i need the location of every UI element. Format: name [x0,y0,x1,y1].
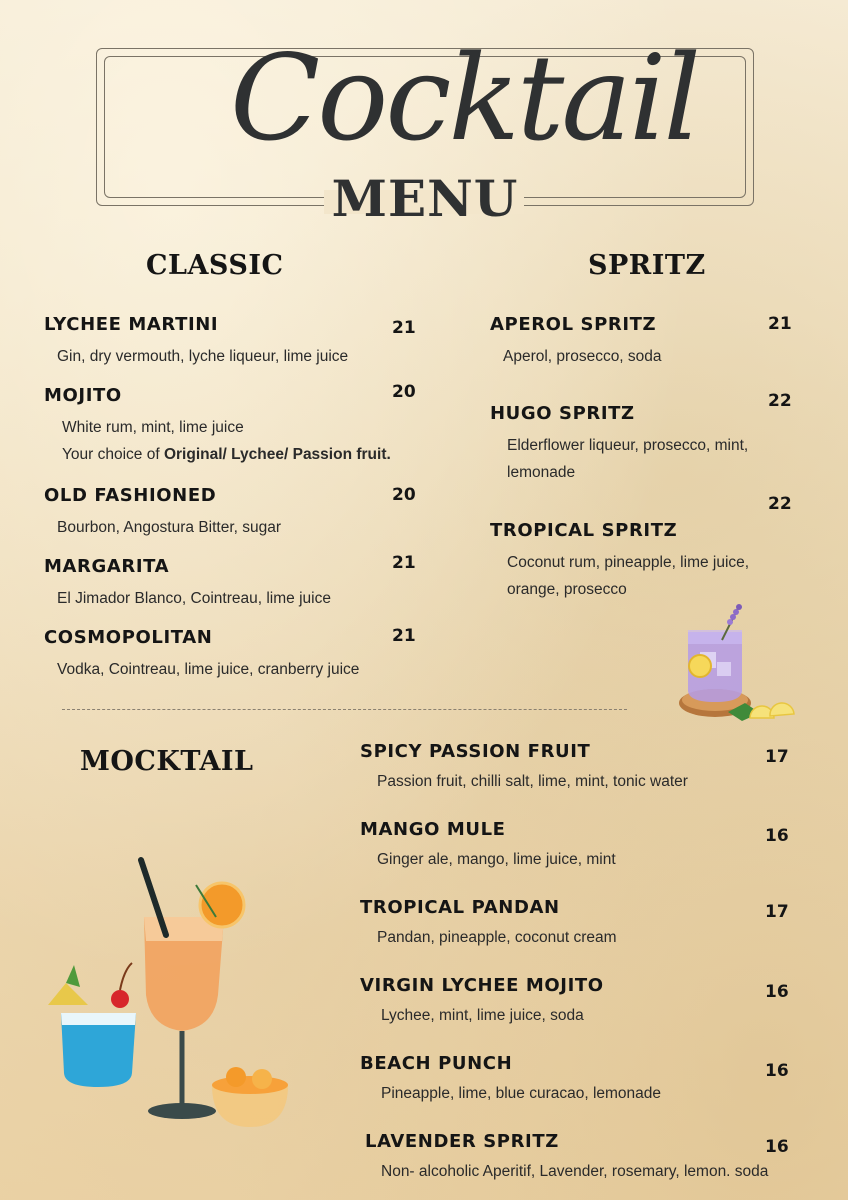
choice-options: Original/ Lychee/ Passion fruit. [163,446,391,463]
item-price: 16 [765,1061,789,1081]
item-desc: Gin, dry vermouth, lyche liqueur, lime juice [57,348,349,365]
menu-item-mojito [44,385,391,469]
section-title-classic: CLASSIC [146,250,284,281]
item-price: 22 [768,391,792,411]
menu-item-hugo-spritz [490,403,748,487]
item-name: HUGO SPRITZ [490,403,635,424]
item-desc: Aperol, prosecco, soda [503,348,662,365]
page-title: MENU [331,169,519,228]
item-name: TROPICAL PANDAN [360,897,560,918]
item-name: LYCHEE MARTINI [44,314,219,335]
menu-item-lavender-spritz [365,1131,768,1186]
item-price: 21 [392,553,416,573]
item-name: MOJITO [44,385,122,406]
menu-item-beach-punch [360,1053,661,1108]
menu-item-spicy-passion-fruit [360,741,688,796]
menu-item-lychee-martini [44,314,348,371]
item-name: LAVENDER SPRITZ [365,1131,559,1152]
item-desc: Passion fruit, chilli salt, lime, mint, tonic water [377,773,688,790]
item-name: BEACH PUNCH [360,1053,513,1074]
lavender-cocktail-illustration [670,600,805,730]
item-desc: Pandan, pineapple, coconut cream [377,929,617,946]
item-price: 16 [765,982,789,1002]
item-price: 17 [765,747,789,767]
item-price: 16 [765,826,789,846]
section-title-mocktail: MOCKTAIL [80,746,254,777]
item-desc: Pineapple, lime, blue curacao, lemonade [381,1085,662,1102]
item-price: 21 [768,314,792,334]
item-desc: Lychee, mint, lime juice, soda [381,1007,584,1024]
item-desc: Vodka, Cointreau, lime juice, cranberry juice [57,661,360,678]
item-price: 16 [765,1137,789,1157]
item-desc: El Jimador Blanco, Cointreau, lime juice [57,590,331,607]
item-price: 21 [392,626,416,646]
title-script: Cocktail [230,29,699,167]
item-name: COSMOPOLITAN [44,627,213,648]
item-desc: Elderflower liqueur, prosecco, mint, [507,437,749,454]
menu-item-tropical-pandan [360,897,617,952]
item-name: VIRGIN LYCHEE MOJITO [360,975,604,996]
item-desc: Non- alcoholic Aperitif, Lavender, rosemary, lemon. soda [381,1163,769,1180]
menu-item-mango-mule [360,819,616,874]
menu-item-aperol-spritz [490,314,662,371]
menu-item-cosmopolitan [44,627,359,684]
section-title-spritz: SPRITZ [588,250,706,281]
menu-item-tropical-spritz [490,520,749,604]
item-price: 20 [392,382,416,402]
item-desc: Bourbon, Angostura Bitter, sugar [57,519,282,536]
item-price: 21 [392,318,416,338]
item-desc: Coconut rum, pineapple, lime juice, [507,554,750,571]
menu-item-old-fashioned [44,485,281,542]
menu-item-virgin-lychee-mojito [360,975,604,1030]
item-desc: White rum, mint, lime juice [62,419,244,436]
item-desc: orange, prosecco [507,581,627,598]
section-divider [62,709,627,710]
item-desc: lemonade [507,464,576,481]
item-choice [62,440,391,469]
item-name: TROPICAL SPRITZ [490,520,678,541]
item-price: 20 [392,485,416,505]
item-desc: Ginger ale, mango, lime juice, mint [377,851,616,868]
item-name: OLD FASHIONED [44,485,217,506]
menu-item-margarita [44,556,331,613]
item-price: 22 [768,494,792,514]
item-name: APEROL SPRITZ [490,314,657,335]
choice-prefix: Your choice of [62,446,164,463]
item-name: SPICY PASSION FRUIT [360,741,591,762]
item-price: 17 [765,902,789,922]
item-name: MANGO MULE [360,819,506,840]
tropical-mocktails-illustration [36,855,306,1135]
item-name: MARGARITA [44,556,170,577]
